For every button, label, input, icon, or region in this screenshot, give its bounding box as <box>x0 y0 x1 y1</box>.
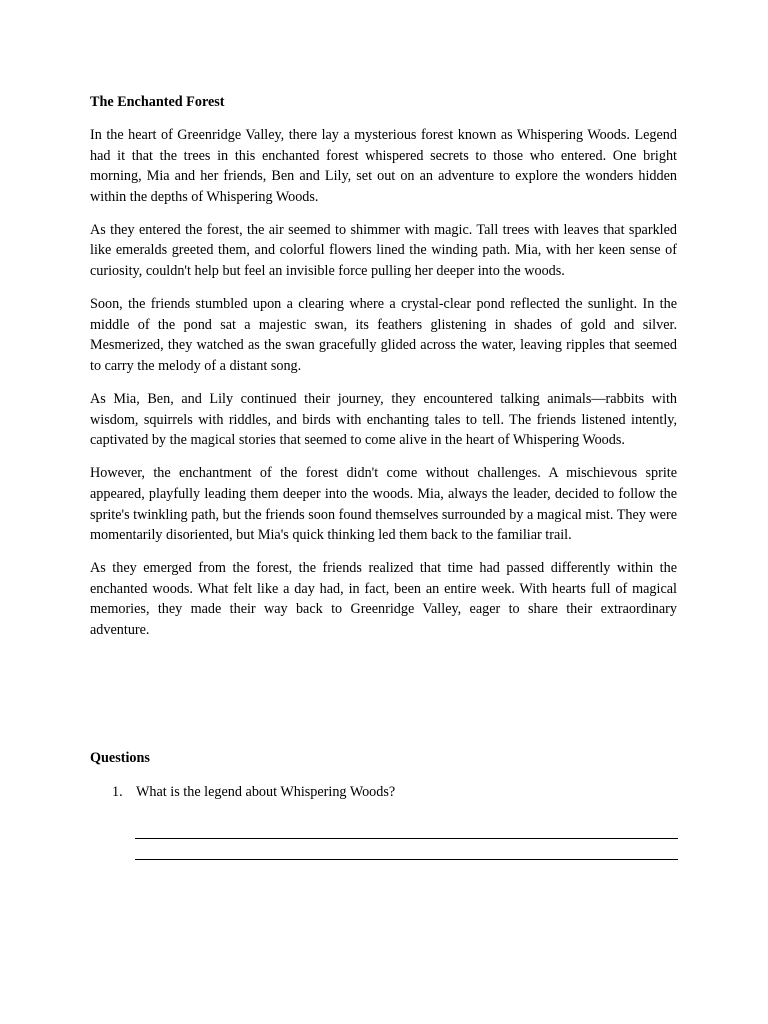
story-body <box>90 92 677 653</box>
story-paragraph-5: However, the enchantment of the forest didn't come without challenges. A mischievous sprite appeared, playfully leading them deeper into the woods. Mia, always the leader, decided to follow the sprite's twinkling path, but the friends soon found themselves surrounded by a magical mist. They were momentarily disoriented, but Mia's quick thinking led them back to the familiar trail. <box>90 465 677 544</box>
story-paragraph-1: In the heart of Greenridge Valley, there lay a mysterious forest known as Whispering Woods. Legend had it that the trees in this enchanted forest whispered secrets to those who entered. One bright morning, Mia and her friends, Ben and Lily, set out on an adventure to explore the wonders hidden within the depths of Whispering Woods. <box>90 127 677 205</box>
story-paragraph-6: As they emerged from the forest, the friends realized that time had passed differently within the enchanted woods. What felt like a day had, in fact, been an entire week. With hearts full of magical memories, they made their way back to Greenridge Valley, eager to share their extraordinary adventure. <box>90 560 677 638</box>
question-text: What is the legend about Whispering Woods? <box>136 784 396 800</box>
story-paragraph-4: As Mia, Ben, and Lily continued their journey, they encountered talking animals—rabbits with wisdom, squirrels with riddles, and birds with enchanting tales to tell. The friends listened intently, captivated by the magical stories that seemed to come alive in the heart of Whispering Woods. <box>90 391 677 449</box>
answer-line[interactable] <box>135 859 678 860</box>
story-paragraph-3: Soon, the friends stumbled upon a clearing where a crystal-clear pond reflected the sunlight. In the middle of the pond sat a majestic swan, its feathers glistening in shades of gold and silver. Mesmerized, they watched as the swan gracefully glided across the water, leaving ripples that seemed to carry the melody of a distant song. <box>90 296 677 374</box>
questions-heading: Questions <box>90 750 150 766</box>
story-title: The Enchanted Forest <box>90 94 225 110</box>
story-paragraph-2: As they entered the forest, the air seemed to shimmer with magic. Tall trees with leaves that sparkled like emeralds greeted them, and colorful flowers lined the winding path. Mia, with her keen sense of curiosity, couldn't help but feel an invisible force pulling her deeper into the woods. <box>90 221 677 280</box>
question-number: 1. <box>112 784 123 800</box>
answer-line[interactable] <box>135 838 678 839</box>
question-item <box>112 782 395 802</box>
